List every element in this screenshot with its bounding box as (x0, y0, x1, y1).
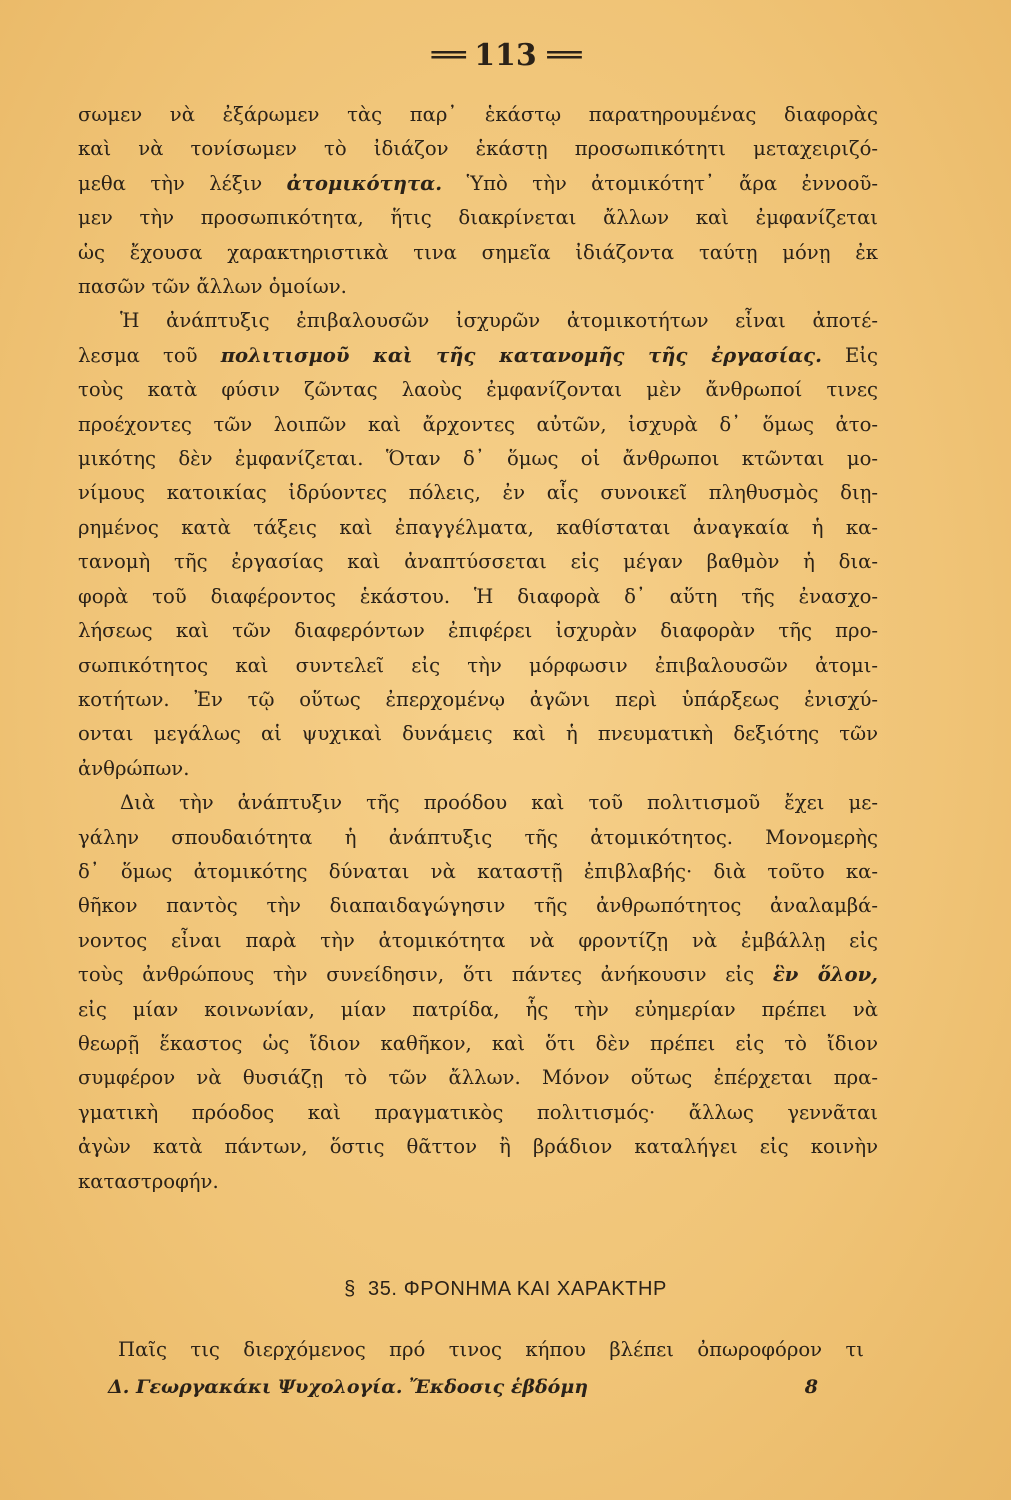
text-line: ἀνθρώπων. (78, 756, 190, 780)
text-line: θεωρῇ ἕκαστος ὡς ἴδιον καθῆκον, καὶ ὅτι δὲν πρέπει εἰς τὸ ἴδιον (78, 1031, 878, 1055)
text-line: ρημένος κατὰ τάξεις καὶ ἐπαγγέλματα, καθίσταται ἀναγκαία ἡ κα- (78, 515, 878, 539)
text-line: νοντος εἶναι παρὰ τὴν ἀτομικότητα νὰ φροντίζῃ νὰ ἐμβάλλῃ εἰς (78, 928, 878, 952)
text-line: τανομὴ τῆς ἐργασίας καὶ ἀναπτύσσεται εἰς μέγαν βαθμὸν ἡ δια- (78, 550, 878, 574)
text-line: καταστροφήν. (78, 1169, 219, 1193)
text-line: δ᾽ ὅμως ἀτομικότης δύναται νὰ καταστῇ ἐπιβλαβής· διὰ τοῦτο κα- (78, 859, 878, 883)
text-line: ἀγὼν κατὰ πάντων, ὅστις θᾶττον ἢ βράδιον καταλήγει εἰς κοινὴν (78, 1135, 878, 1159)
section-title: 35. ΦΡΟΝΗΜΑ ΚΑΙ ΧΑΡΑΚΤΗΡ (367, 1278, 667, 1300)
text-line: τοὺς κατὰ φύσιν ζῶντας λαοὺς ἐμφανίζονται μὲν ἄνθρωποί τινες (78, 378, 878, 402)
text-line: Ἡ ἀνάπτυξις ἐπιβαλουσῶν ἰσχυρῶν ἀτομικοτήτων εἶναι ἀποτέ- (120, 309, 878, 333)
text-line: κοτήτων. Ἐν τῷ οὕτως ἐπερχομένῳ ἀγῶνι περὶ ὑπάρξεως ἐνισχύ- (78, 687, 878, 711)
text-line: ονται μεγάλως αἱ ψυχικαὶ δυνάμεις καὶ ἡ πνευματικὴ δεξιότης τῶν (78, 722, 878, 746)
text-line: Διὰ τὴν ἀνάπτυξιν τῆς προόδου καὶ τοῦ πολιτισμοῦ ἔχει με- (120, 791, 878, 815)
text-line: εἰς μίαν κοινωνίαν, μίαν πατρίδα, ἧς τὴν εὐημερίαν πρέπει νὰ (78, 997, 878, 1021)
text-line: μικότης δὲν ἐμφανίζεται. Ὅταν δ᾽ ὅμως οἱ ἄνθρωποι κτῶνται μο- (78, 447, 878, 471)
section-first-line: Παῖς τις διερχόμενος πρό τινος κήπου βλέπει ὀπωροφόρον τι (118, 1338, 864, 1361)
page-header (0, 38, 1011, 73)
text-line: πασῶν τῶν ἄλλων ὁμοίων. (78, 275, 347, 299)
header-rule-right: ══ (547, 38, 580, 73)
footer-signature-mark: 8 (804, 1376, 818, 1398)
text-line: σωμεν νὰ ἐξάρωμεν τὰς παρ᾽ ἑκάστῳ παρατηρουμένας διαφορὰς (78, 103, 878, 126)
text-line: θῆκον παντὸς τὴν διαπαιδαγώγησιν τῆς ἀνθρωπότητος ἀναλαμβά- (78, 894, 878, 918)
page-number: 113 (474, 38, 537, 73)
section-symbol: § (344, 1278, 356, 1300)
text-line: προέχοντες τῶν λοιπῶν καὶ ἄρχοντες αὐτῶν, ἰσχυρὰ δ᾽ ὅμως ἀτο- (78, 412, 878, 436)
text-line: ὡς ἔχουσα χαρακτηριστικὰ τινα σημεῖα ἰδιάζοντα ταύτῃ μόνῃ ἐκ (78, 240, 878, 264)
page-footer (108, 1376, 818, 1398)
text-line: συμφέρον νὰ θυσιάζῃ τὸ τῶν ἄλλων. Μόνον οὕτως ἐπέρχεται πρα- (78, 1066, 878, 1090)
text-line: τοὺς ἀνθρώπους τὴν συνείδησιν, ὅτι πάντες ἀνήκουσιν εἰς ἓν ὅλον, (78, 963, 878, 987)
body-text (78, 98, 878, 1199)
text-line: λεσμα τοῦ πολιτισμοῦ καὶ τῆς κατανομῆς τῆς ἐργασίας. Εἰς (78, 343, 878, 367)
text-line: νίμους κατοικίας ἱδρύοντες πόλεις, ἐν αἷς συνοικεῖ πληθυσμὸς διῃ- (78, 481, 878, 505)
text-line: μεθα τὴν λέξιν ἀτομικότητα. Ὑπὸ τὴν ἀτομικότητ᾽ ἄρα ἐννοοῦ- (78, 171, 878, 195)
text-line: λήσεως καὶ τῶν διαφερόντων ἐπιφέρει ἰσχυρὰν διαφορὰν τῆς προ- (78, 619, 878, 643)
text-line: γματικὴ πρόοδος καὶ πραγματικὸς πολιτισμός· ἄλλως γεννᾶται (78, 1100, 878, 1124)
text-line: μεν τὴν προσωπικότητα, ἥτις διακρίνεται ἄλλων καὶ ἐμφανίζεται (78, 206, 878, 230)
text-line: σωπικότητος καὶ συντελεῖ εἰς τὴν μόρφωσιν ἐπιβαλουσῶν ἀτομι- (78, 653, 878, 677)
footer-book-title: Δ. Γεωργακάκι Ψυχολογία. Ἔκδοσις ἑβδόμη (108, 1376, 589, 1398)
text-line: φορὰ τοῦ διαφέροντος ἑκάστου. Ἡ διαφορὰ δ᾽ αὕτη τῆς ἐνασχο- (78, 584, 878, 608)
header-rule-left: ══ (431, 38, 464, 73)
text-line: καὶ νὰ τονίσωμεν τὸ ἰδιάζον ἑκάστῃ προσωπικότητι μεταχειριζό- (78, 137, 878, 161)
section-heading (0, 1278, 1011, 1301)
text-line: γάλην σπουδαιότητα ἡ ἀνάπτυξις τῆς ἀτομικότητος. Μονομερὴς (78, 825, 878, 849)
